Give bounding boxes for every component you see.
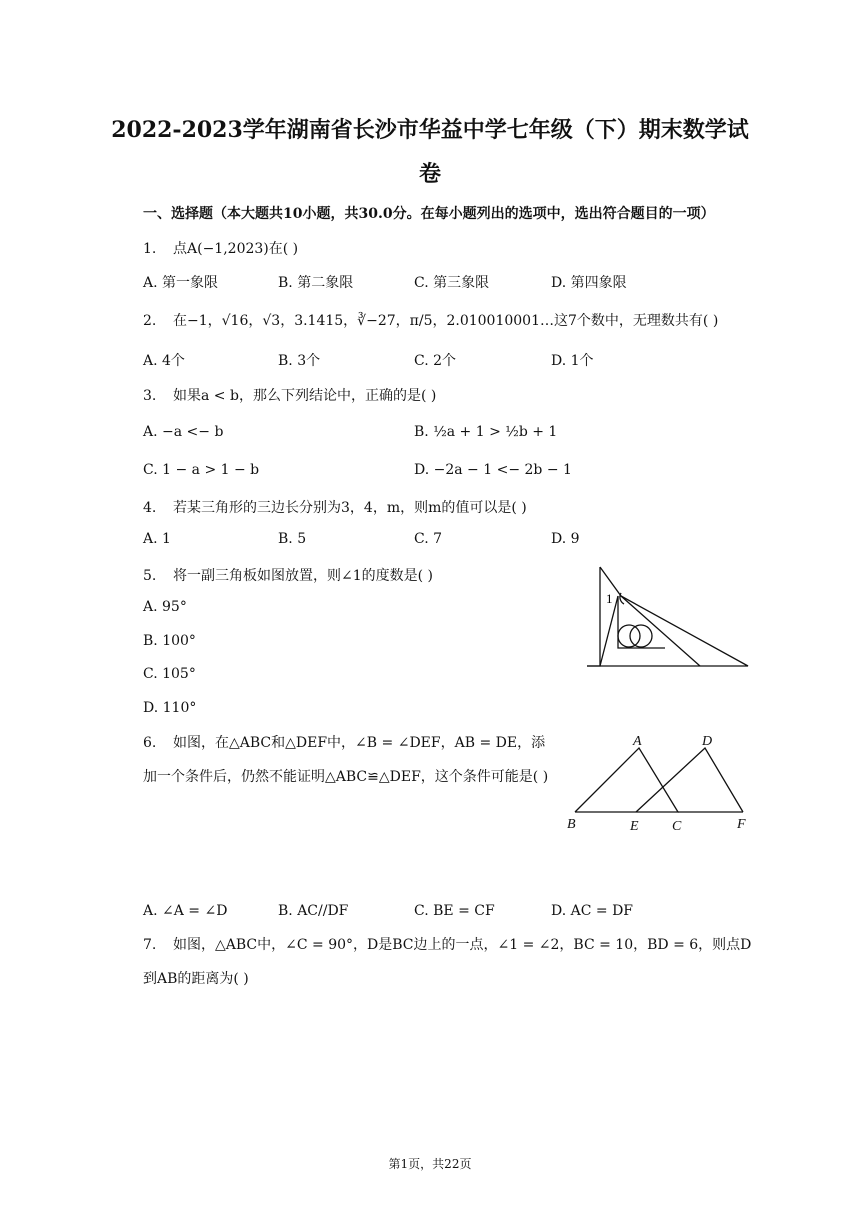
question-2: [143, 310, 718, 330]
point-c-label: C: [672, 819, 682, 834]
option-b: B. 第二象限: [278, 275, 354, 291]
option-a: A. 95°: [143, 599, 187, 615]
title-line-1: 2022-2023学年湖南省长沙市华益中学七年级（下）期末数学试: [111, 117, 749, 143]
option-b: B. 3个: [278, 353, 321, 369]
question-text: 将一副三角板如图放置，则∠1的度数是( ): [173, 568, 434, 584]
option-d: D. 110°: [143, 700, 197, 716]
option-c: C. 7: [414, 531, 443, 547]
question-number: 7.: [143, 937, 157, 953]
question-text: 如图，在△ABC和△DEF中，∠B = ∠DEF，AB = DE，添加一个条件后，仍然不能证明△ABC≌△DEF，这个条件可能是( ): [143, 735, 549, 785]
question-number: 5.: [143, 568, 157, 584]
question-6: [143, 726, 555, 794]
option-a: A. −a <− b: [143, 424, 224, 440]
option-c: C. 2个: [414, 353, 457, 369]
question-7: [143, 928, 753, 996]
point-f-label: F: [737, 817, 746, 832]
question-4: [143, 497, 527, 517]
question-text: 若某三角形的三边长分别为3，4，m，则m的值可以是( ): [173, 500, 527, 516]
option-d: D. 9: [551, 531, 580, 547]
page-footer: 第1页，共22页: [388, 1157, 472, 1171]
option-d: D. −2a − 1 <− 2b − 1: [414, 462, 572, 478]
option-a: A. 第一象限: [143, 275, 219, 291]
option-a: A. 1: [143, 531, 171, 547]
option-b: B. AC//DF: [278, 903, 349, 919]
congruent-triangles-figure: [565, 732, 755, 834]
question-text: 在−1，√16，√3，3.1415，∛−27，π/5，2.010010001…这7个数中，无理数共有( ): [173, 313, 719, 329]
question-text: 如果a < b，那么下列结论中，正确的是( ): [173, 388, 437, 404]
option-d: D. 第四象限: [551, 275, 627, 291]
option-b: B. 5: [278, 531, 307, 547]
triangle-rulers-figure: [580, 562, 752, 672]
question-5: [143, 565, 433, 585]
angle-1-label: 1: [606, 591, 613, 606]
question-number: 3.: [143, 388, 157, 404]
point-d-label: D: [702, 734, 713, 749]
option-d: D. 1个: [551, 353, 594, 369]
title-line-2: 卷: [418, 161, 441, 187]
point-b-label: B: [567, 817, 576, 832]
question-number: 1.: [143, 241, 157, 257]
question-3: [143, 385, 436, 405]
option-c: C. 第三象限: [414, 275, 490, 291]
question-number: 6.: [143, 735, 157, 751]
option-d: D. AC = DF: [551, 903, 634, 919]
option-a: A. ∠A = ∠D: [143, 903, 228, 919]
page-title: [60, 108, 800, 196]
question-text: 如图，△ABC中，∠C = 90°，D是BC边上的一点，∠1 = ∠2，BC = 10，BD = 6，则点D到AB的距离为( ): [143, 937, 752, 987]
question-number: 4.: [143, 500, 157, 516]
question-text: 点A(−1,2023)在( ): [173, 241, 299, 257]
point-a-label: A: [633, 734, 642, 749]
question-1: [143, 238, 298, 258]
section-heading: 一、选择题（本大题共10小题，共30.0分。在每小题列出的选项中，选出符合题目的一项）: [143, 206, 715, 222]
option-c: C. BE = CF: [414, 903, 495, 919]
option-b: B. ½a + 1 > ½b + 1: [414, 424, 558, 440]
option-b: B. 100°: [143, 633, 196, 649]
option-a: A. 4个: [143, 353, 185, 369]
option-c: C. 105°: [143, 666, 196, 682]
question-number: 2.: [143, 313, 157, 329]
point-e-label: E: [630, 819, 639, 834]
option-c: C. 1 − a > 1 − b: [143, 462, 260, 478]
